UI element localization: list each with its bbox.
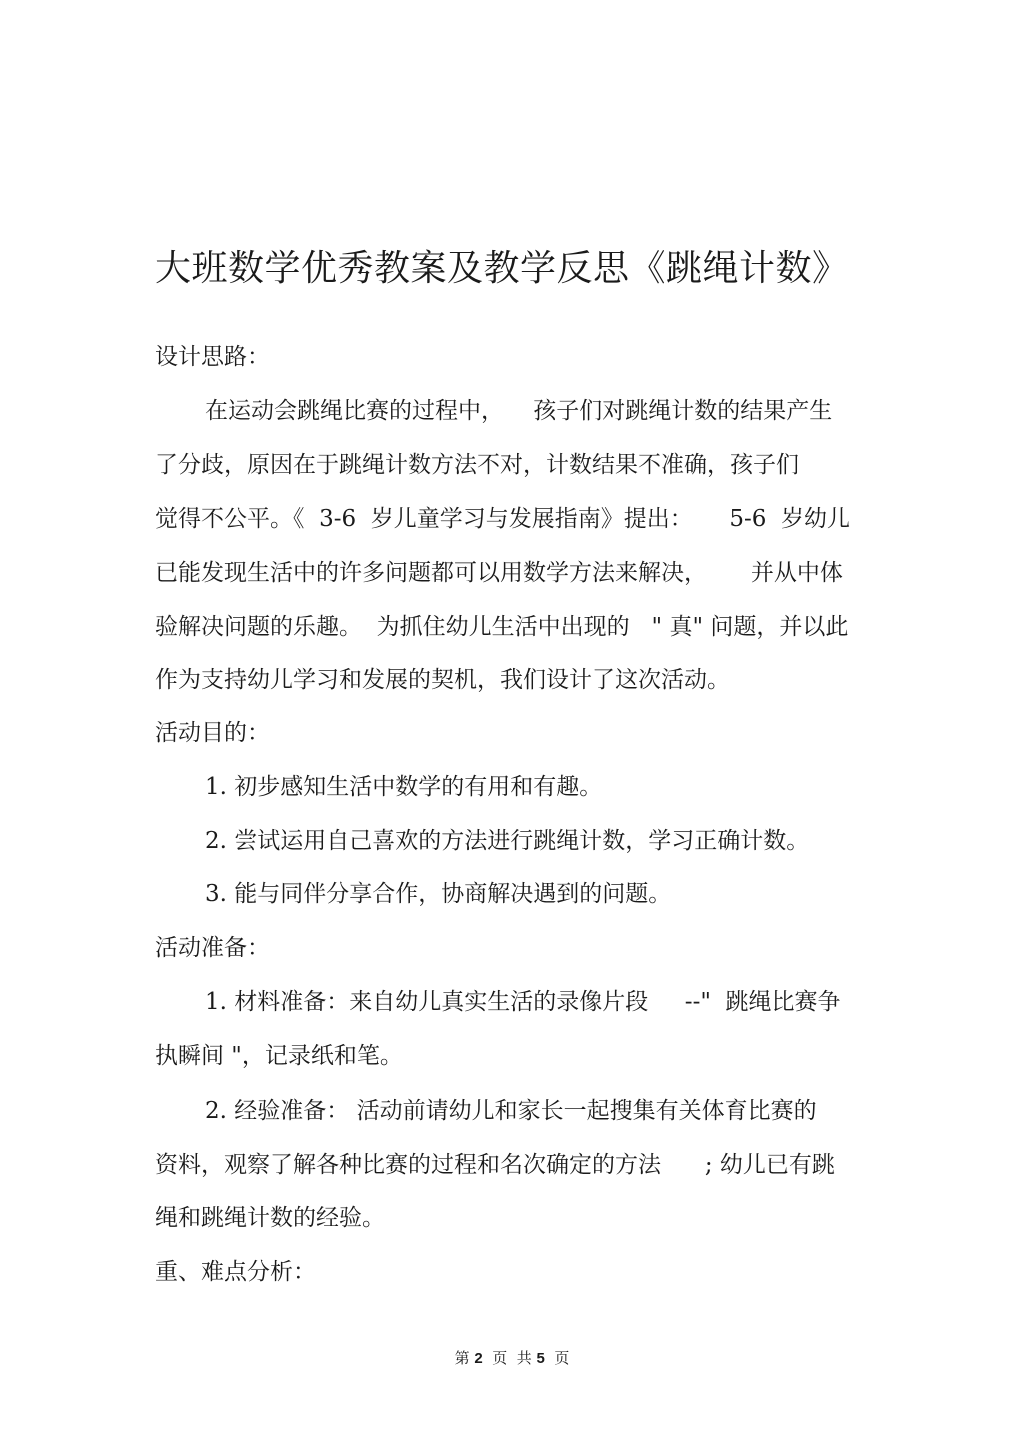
footer-suffix: 页 bbox=[544, 1349, 570, 1367]
paragraph-line: 已能发现生活中的许多问题都可以用数学方法来解决， 并从中体 bbox=[155, 560, 843, 586]
paragraph-line: 验解决问题的乐趣。 为抓住幼儿生活中出现的 " 真" 问题，并以此 bbox=[155, 614, 849, 640]
list-item: 2. 尝试运用自己喜欢的方法进行跳绳计数，学习正确计数。 bbox=[205, 828, 810, 854]
paragraph-line: 执瞬间 "，记录纸和笔。 bbox=[155, 1043, 403, 1069]
paragraph-line: 资料，观察了解各种比赛的过程和名次确定的方法 ; 幼儿已有跳 bbox=[155, 1152, 835, 1178]
paragraph-line: 了分歧，原因在于跳绳计数方法不对，计数结果不准确，孩子们 bbox=[155, 452, 799, 478]
list-item: 1. 初步感知生活中数学的有用和有趣。 bbox=[205, 774, 603, 800]
paragraph-line: 觉得不公平。《 3-6 岁儿童学习与发展指南》提出： 5-6 岁幼儿 bbox=[155, 506, 850, 532]
page-footer bbox=[0, 1346, 1024, 1371]
list-item: 3. 能与同伴分享合作，协商解决遇到的问题。 bbox=[205, 881, 672, 907]
section-heading-preparation: 活动准备： bbox=[155, 935, 270, 961]
paragraph-line: 1. 材料准备：来自幼儿真实生活的录像片段 --" 跳绳比赛争 bbox=[205, 989, 841, 1015]
paragraph-line: 在运动会跳绳比赛的过程中， 孩子们对跳绳计数的结果产生 bbox=[205, 398, 833, 424]
section-heading-goals: 活动目的： bbox=[155, 720, 270, 746]
paragraph-line: 绳和跳绳计数的经验。 bbox=[155, 1205, 385, 1231]
section-heading-difficulty: 重、难点分析： bbox=[155, 1259, 316, 1285]
total-pages-number: 5 bbox=[536, 1350, 545, 1367]
paragraph-line: 2. 经验准备： 活动前请幼儿和家长一起搜集有关体育比赛的 bbox=[205, 1098, 817, 1124]
section-heading-design: 设计思路： bbox=[155, 344, 270, 370]
document-title: 大班数学优秀教案及教学反思《跳绳计数》 bbox=[155, 248, 849, 289]
paragraph-line: 作为支持幼儿学习和发展的契机，我们设计了这次活动。 bbox=[155, 667, 730, 693]
footer-prefix: 第 bbox=[454, 1349, 475, 1367]
current-page-number: 2 bbox=[474, 1350, 483, 1367]
footer-middle: 页 共 bbox=[482, 1349, 537, 1367]
